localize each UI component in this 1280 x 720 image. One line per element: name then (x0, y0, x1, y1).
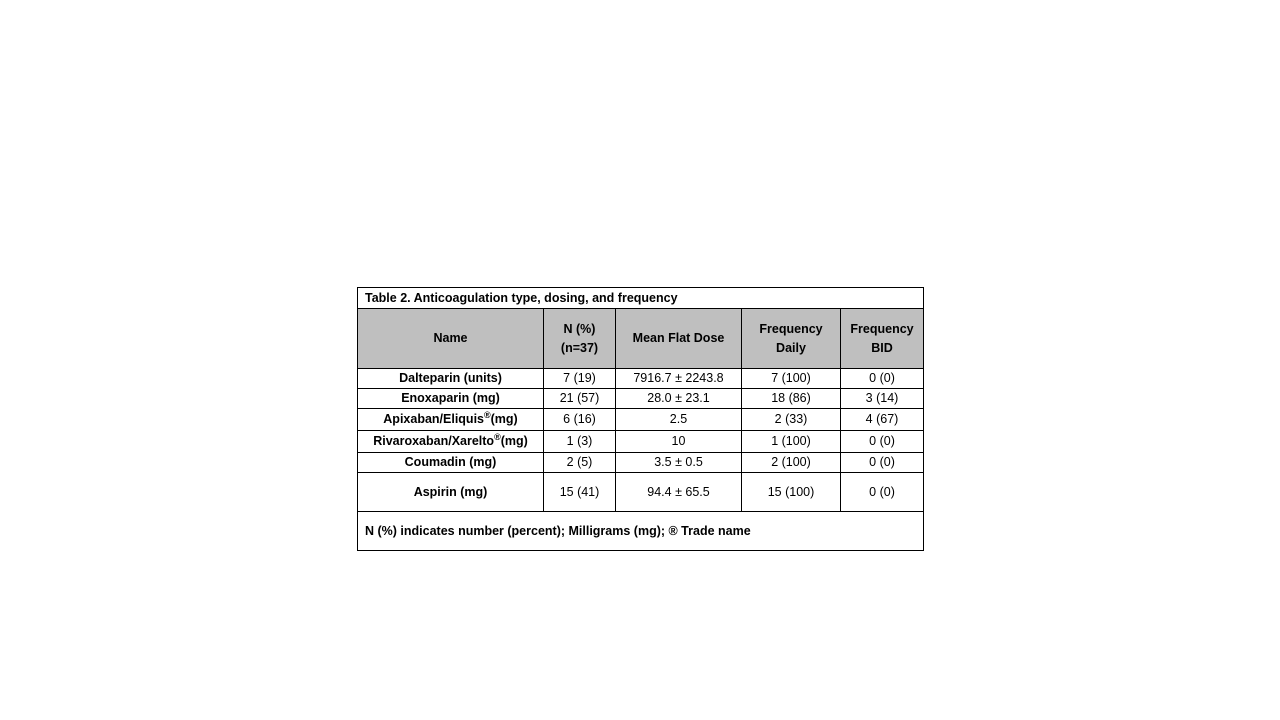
row-n-percent: 2 (5) (544, 453, 616, 473)
anticoagulation-table (357, 287, 924, 551)
header-frequency-daily-line1: Frequency (759, 321, 823, 336)
row-name: Enoxaparin (mg) (401, 391, 500, 405)
row-n-percent: 15 (41) (544, 473, 616, 512)
row-n-percent: 6 (16) (544, 409, 616, 431)
row-mean-flat-dose: 10 (616, 431, 742, 453)
table-caption: Table 2. Anticoagulation type, dosing, and frequency (358, 288, 924, 309)
table-header-row (358, 309, 924, 369)
table-row (358, 431, 924, 453)
row-frequency-bid: 3 (14) (841, 389, 924, 409)
table-caption-row (358, 288, 924, 309)
header-frequency-bid (841, 309, 924, 369)
header-frequency-bid-line1: Frequency (850, 321, 914, 336)
table-footnote: N (%) indicates number (percent); Milligrams (mg); ® Trade name (358, 512, 924, 551)
row-frequency-daily: 1 (100) (742, 431, 841, 453)
row-name-cell (358, 409, 544, 431)
row-name-unit: (mg) (490, 412, 518, 426)
header-n-percent-line2: (n=37) (560, 340, 599, 355)
row-n-percent: 21 (57) (544, 389, 616, 409)
row-name: Apixaban/Eliquis (383, 412, 484, 426)
row-n-percent: 1 (3) (544, 431, 616, 453)
row-name-cell (358, 369, 544, 389)
row-name-cell (358, 473, 544, 512)
row-mean-flat-dose: 3.5 ± 0.5 (616, 453, 742, 473)
header-name (358, 309, 544, 369)
header-frequency-bid-line2: BID (871, 340, 893, 355)
row-frequency-bid: 0 (0) (841, 431, 924, 453)
row-name: Coumadin (mg) (404, 455, 497, 469)
table-row (358, 473, 924, 512)
header-n-percent (544, 309, 616, 369)
row-name-unit: (mg) (500, 434, 528, 448)
row-n-percent: 7 (19) (544, 369, 616, 389)
row-name-cell (358, 431, 544, 453)
row-name: Rivaroxaban/Xarelto (373, 434, 495, 448)
table-row (358, 389, 924, 409)
header-n-percent-line1: N (%) (563, 321, 596, 336)
row-frequency-bid: 4 (67) (841, 409, 924, 431)
header-frequency-daily-line2: Daily (776, 340, 806, 355)
row-frequency-daily: 7 (100) (742, 369, 841, 389)
row-frequency-daily: 18 (86) (742, 389, 841, 409)
row-name-cell (358, 453, 544, 473)
row-frequency-bid: 0 (0) (841, 473, 924, 512)
row-frequency-daily: 2 (100) (742, 453, 841, 473)
row-frequency-daily: 2 (33) (742, 409, 841, 431)
header-name-line1: Name (433, 331, 468, 345)
registered-mark: ® (494, 431, 501, 442)
row-mean-flat-dose: 94.4 ± 65.5 (616, 473, 742, 512)
row-name-cell (358, 389, 544, 409)
header-mean-flat-dose-line1: Mean Flat Dose (632, 331, 725, 345)
table-row (358, 369, 924, 389)
header-frequency-daily (742, 309, 841, 369)
row-frequency-daily: 15 (100) (742, 473, 841, 512)
table-footnote-row (358, 512, 924, 551)
registered-mark: ® (484, 409, 491, 420)
table-row (358, 409, 924, 431)
row-mean-flat-dose: 7916.7 ± 2243.8 (616, 369, 742, 389)
row-mean-flat-dose: 28.0 ± 23.1 (616, 389, 742, 409)
row-frequency-bid: 0 (0) (841, 453, 924, 473)
row-mean-flat-dose: 2.5 (616, 409, 742, 431)
header-mean-flat-dose (616, 309, 742, 369)
row-name: Aspirin (mg) (413, 484, 488, 499)
table-row (358, 453, 924, 473)
row-name: Dalteparin (units) (399, 371, 502, 385)
row-frequency-bid: 0 (0) (841, 369, 924, 389)
